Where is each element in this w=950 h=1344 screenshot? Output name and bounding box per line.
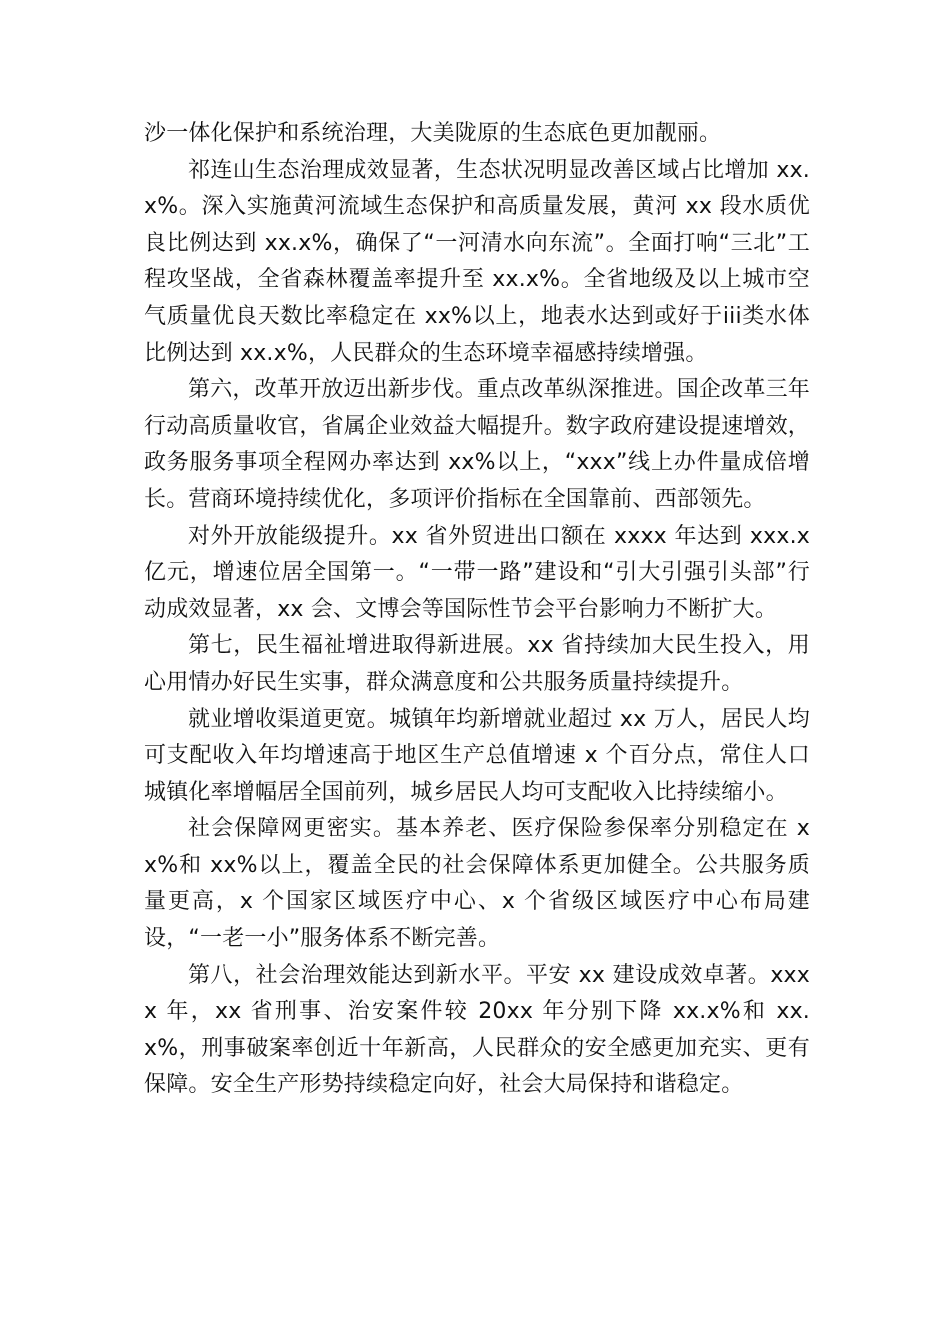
paragraph-continuation: 沙一体化保护和系统治理，大美陇原的生态底色更加靓丽。 <box>144 121 722 146</box>
document-body <box>144 116 810 1104</box>
paragraph-ecology: 祁连山生态治理成效显著，生态状况明显改善区域占比增加 xx.x%。深入实施黄河流域生态保护和高质量发展，黄河 xx 段水质优良比例达到 xx.x%，确保了“一河清水向东流”。全面打响“三北”工程攻坚战，全省森林覆盖率提升至 xx.x%。全省地级及以上城市空气质量优良天数比率稳定在 xx%以上，地表水达到或好于iii类水体比例达到 xx.x%，人民群众的生态环境幸福感持续增强。 <box>144 157 810 366</box>
paragraph-livelihood: 第七，民生福祉增进取得新进展。xx 省持续加大民生投入，用心用情办好民生实事，群众满意度和公共服务质量持续提升。 <box>144 633 810 695</box>
paragraph-employment: 就业增收渠道更宽。城镇年均新增就业超过 xx 万人，居民人均可支配收入年均增速高于地区生产总值增速 x 个百分点，常住人口城镇化率增幅居全国前列，城乡居民人均可支配收入比持续缩小。 <box>144 706 810 805</box>
paragraph-social-security: 社会保障网更密实。基本养老、医疗保险参保率分别稳定在 xx%和 xx%以上，覆盖全民的社会保障体系更加健全。公共服务质量更高，x 个国家区域医疗中心、x 个省级区域医疗中心布局建设，“一老一小”服务体系不断完善。 <box>144 816 810 952</box>
paragraph-governance: 第八，社会治理效能达到新水平。平安 xx 建设成效卓著。xxxx 年，xx 省刑事、治安案件较 20xx 年分别下降 xx.x%和 xx.x%，刑事破案率创近十年新高，人民群众的安全感更加充实、更有保障。安全生产形势持续稳定向好，社会大局保持和谐稳定。 <box>144 962 810 1098</box>
paragraph-opening: 对外开放能级提升。xx 省外贸进出口额在 xxxx 年达到 xxx.x 亿元，增速位居全国第一。“一带一路”建设和“引大引强引头部”行动成效显著，xx 会、文博会等国际性节会平台影响力不断扩大。 <box>144 523 810 622</box>
paragraph-reform: 第六，改革开放迈出新步伐。重点改革纵深推进。国企改革三年行动高质量收官，省属企业效益大幅提升。数字政府建设提速增效，政务服务事项全程网办率达到 xx%以上，“xxx”线上办件量成倍增长。营商环境持续优化，多项评价指标在全国靠前、西部领先。 <box>144 377 811 512</box>
